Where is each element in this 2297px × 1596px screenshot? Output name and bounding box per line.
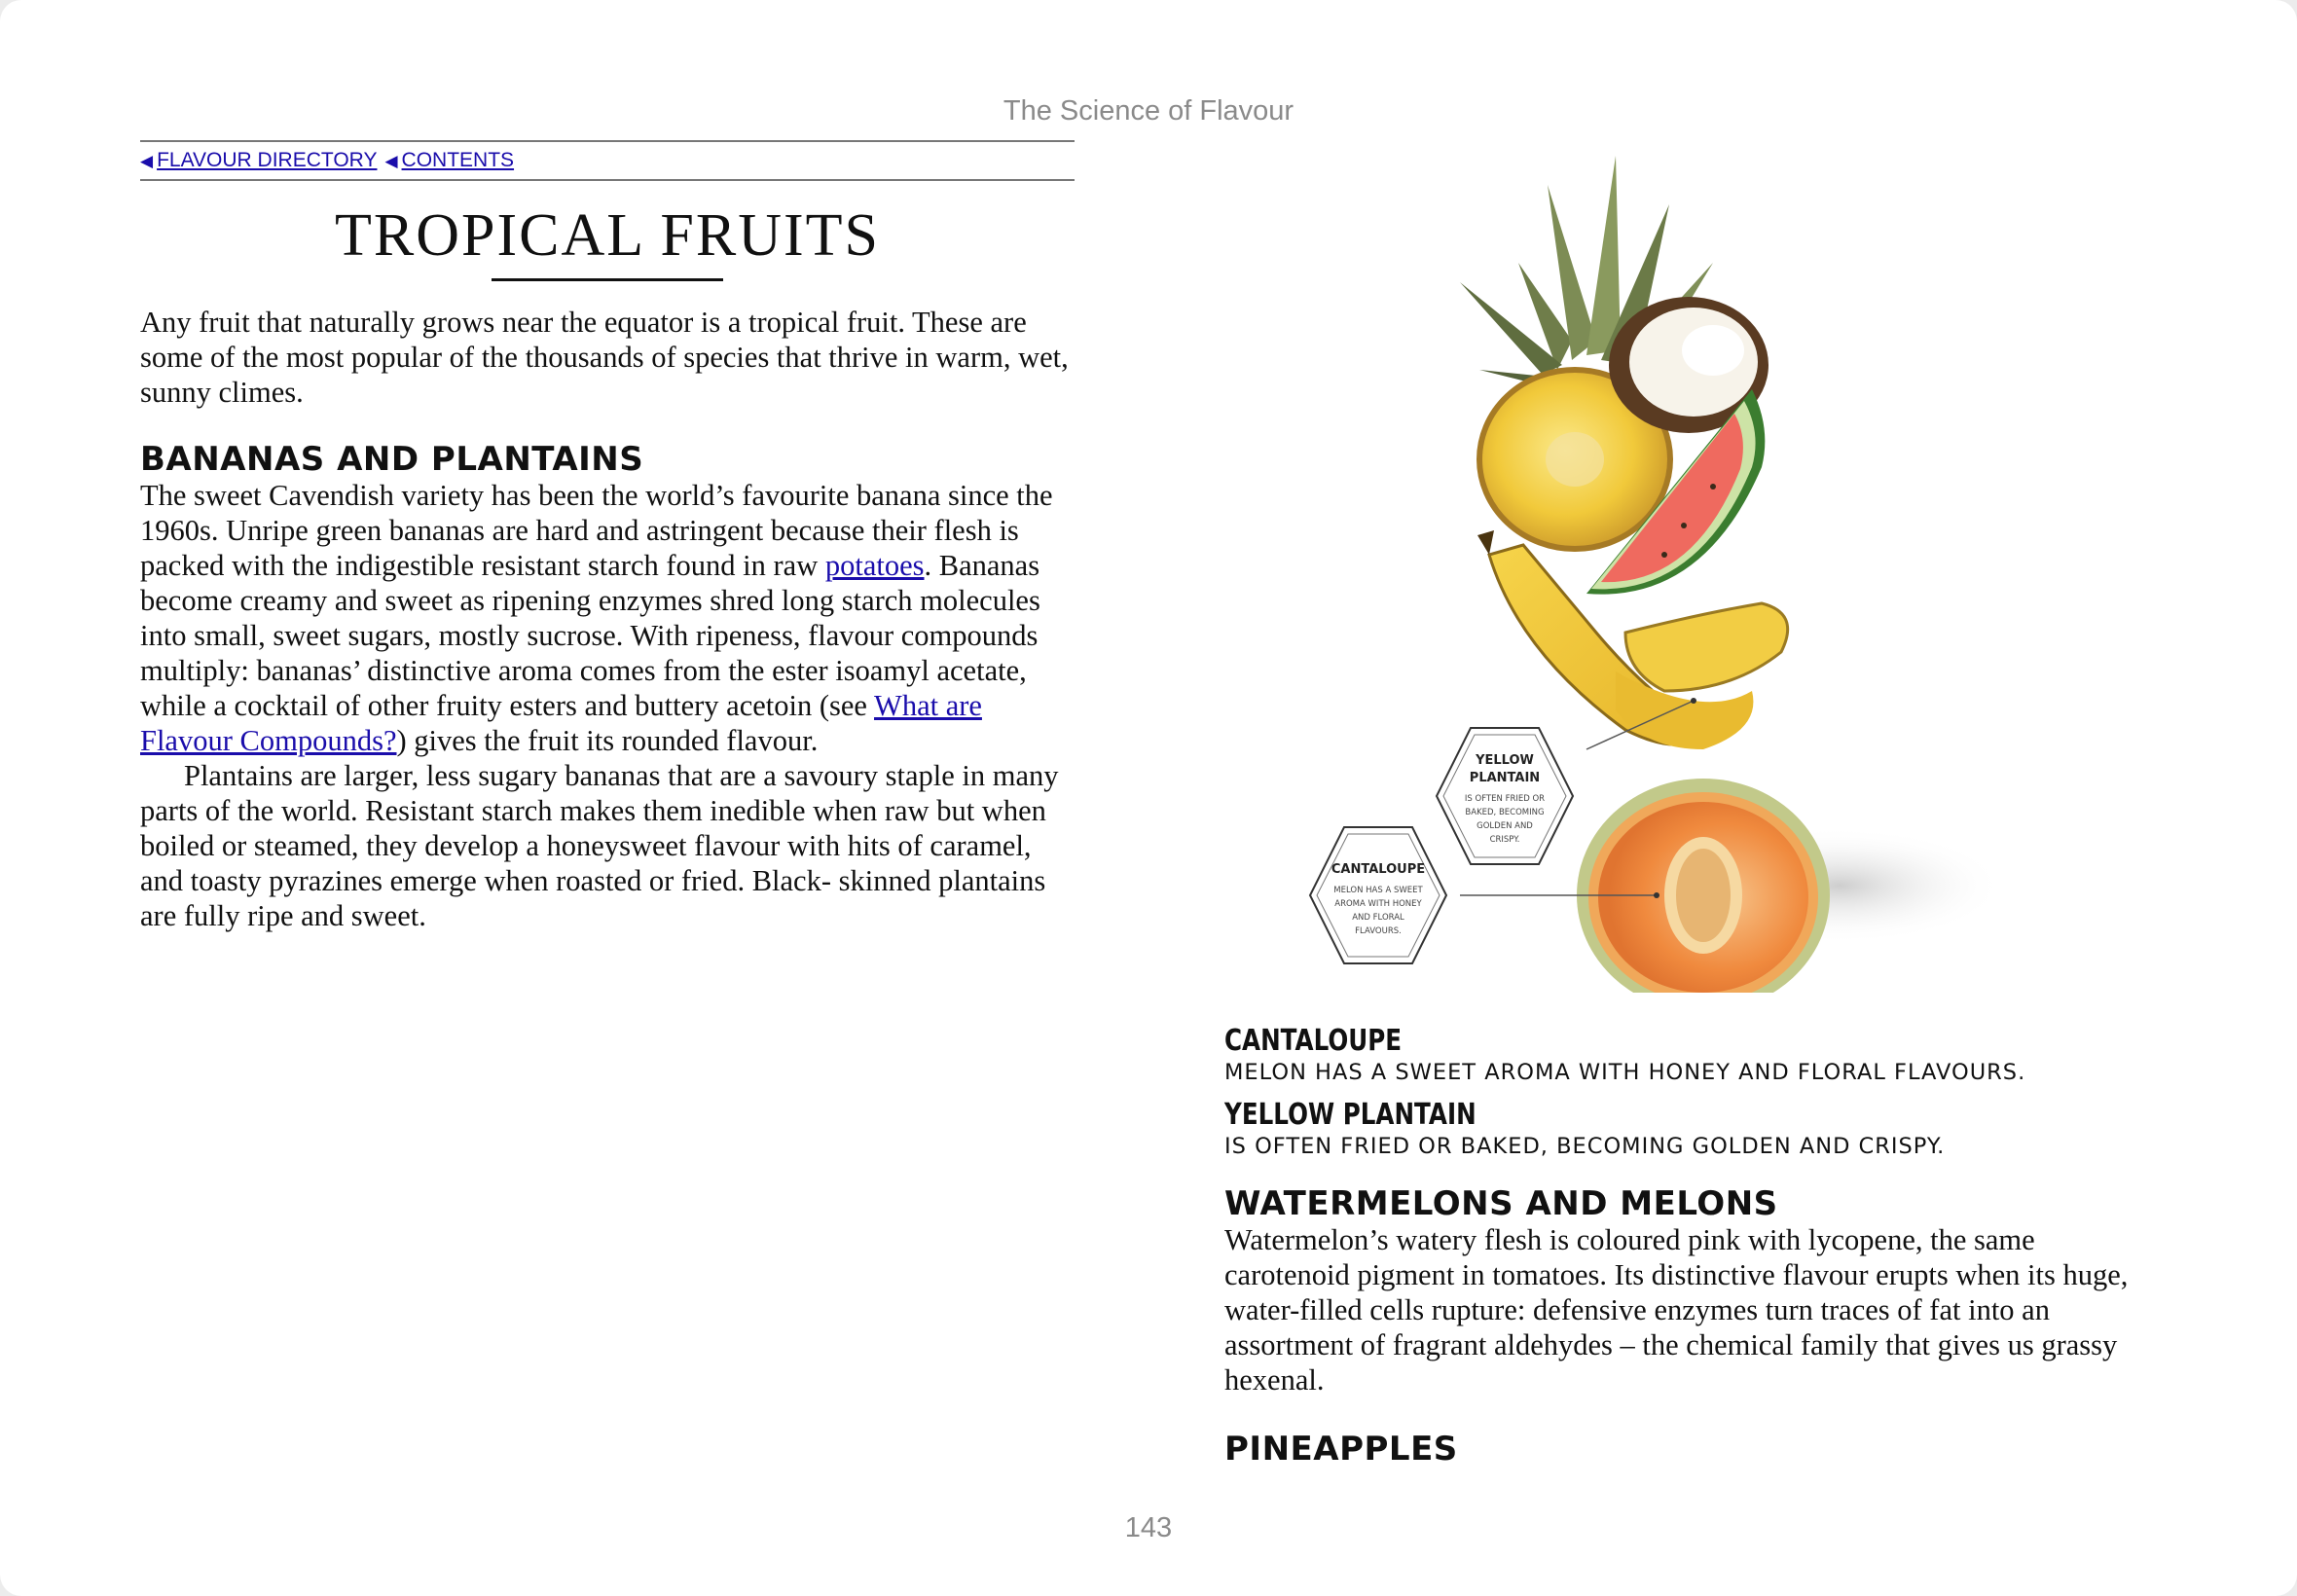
cantaloupe-label-title: CANTALOUPE bbox=[1331, 862, 1426, 877]
fruit-stack-svg bbox=[1294, 146, 2073, 993]
nav-breadcrumb bbox=[140, 140, 1075, 181]
fruit-stack-illustration bbox=[1294, 146, 2073, 993]
right-column bbox=[1224, 1024, 2159, 1468]
left-column bbox=[140, 140, 1075, 933]
cantaloupe-label-text: MELON HAS A SWEET bbox=[1333, 886, 1423, 895]
cantaloupe-hexagon-label bbox=[1310, 827, 1446, 963]
cantaloupe-label-text: AND FLORAL bbox=[1352, 913, 1404, 923]
back-triangle-icon: ◀ bbox=[384, 152, 398, 170]
running-head: The Science of Flavour bbox=[1003, 95, 1294, 127]
potatoes-link[interactable]: potatoes bbox=[824, 549, 925, 582]
cantaloupe-icon bbox=[1577, 779, 1830, 993]
caption-cantaloupe-text: MELON HAS A SWEET AROMA WITH HONEY AND FLORAL FLAVOURS. bbox=[1224, 1060, 2026, 1085]
title-underline bbox=[492, 278, 723, 281]
watermelons-paragraph: Watermelon’s watery flesh is coloured pink with lycopene, the same carotenoid pigment in tomatoes. Its distinctive flavour erupts when its huge, water-filled cells rupture: defensive enzymes turn traces of fat into an assortment of fragrant aldehydes – the chemical family that gives us grassy hexenal. bbox=[1224, 1223, 2129, 1396]
section-heading-bananas: BANANAS AND PLANTAINS bbox=[140, 440, 644, 479]
bananas-text: The sweet Cavendish variety has been the world’s favourite banana since the 1960s. Unripe green bananas are hard and astringent because their flesh is packed with the indigestible resistant starch found in raw bbox=[140, 479, 1053, 582]
plantain-label-text: IS OFTEN FRIED OR bbox=[1464, 794, 1546, 804]
chapter-title: TROPICAL FRUITS bbox=[335, 202, 880, 269]
plantain-label-text: GOLDEN AND bbox=[1477, 821, 1533, 831]
page-number: 143 bbox=[1124, 1512, 1173, 1543]
cantaloupe-label-text: AROMA WITH HONEY bbox=[1334, 899, 1422, 909]
cantaloupe-label-text: FLAVOURS. bbox=[1355, 926, 1402, 936]
flavour-directory-link[interactable]: FLAVOUR DIRECTORY bbox=[157, 149, 378, 171]
flavour-compounds-link[interactable]: What are Flavour Compounds? bbox=[140, 689, 982, 757]
back-triangle-icon: ◀ bbox=[140, 152, 154, 170]
plantain-label-text: BAKED, BECOMING bbox=[1465, 808, 1545, 817]
bananas-text: ) gives the fruit its rounded flavour. bbox=[396, 724, 819, 757]
bananas-paragraph-1 bbox=[140, 478, 1075, 758]
bananas-paragraph-2: Plantains are larger, less sugary bananas that are a savoury staple in many parts of the world. Resistant starch makes them inedible when raw but when boiled or steamed, they develop a honeysweet flavour with hits of caramel, and toasty pyrazines emerge when roasted or fried. Black- skinned plantains are fully ripe and sweet. bbox=[140, 759, 1059, 932]
plantain-label-title: YELLOW bbox=[1476, 753, 1534, 768]
caption-cantaloupe-title: CANTALOUPE bbox=[1224, 1024, 1403, 1058]
contents-link[interactable]: CONTENTS bbox=[401, 149, 515, 171]
plantain-label-title: PLANTAIN bbox=[1469, 771, 1541, 785]
intro-paragraph: Any fruit that naturally grows near the equator is a tropical fruit. These are some of the most popular of the thousands of species that thrive in warm, wet, sunny climes. bbox=[140, 306, 1069, 409]
section-heading-pineapples: PINEAPPLES bbox=[1224, 1430, 1458, 1469]
caption-plantain-title: YELLOW PLANTAIN bbox=[1224, 1098, 1477, 1132]
caption-plantain-text: IS OFTEN FRIED OR BAKED, BECOMING GOLDEN AND CRISPY. bbox=[1224, 1134, 1946, 1159]
yellow-plantain-hexagon-label bbox=[1437, 728, 1573, 864]
plantain-label-text: CRISPY. bbox=[1489, 835, 1520, 845]
section-heading-watermelons: WATERMELONS AND MELONS bbox=[1224, 1184, 1778, 1223]
bananas-text: . Bananas become creamy and sweet as ripening enzymes shred long starch molecules into small, sweet sugars, mostly sucrose. With ripeness, flavour compounds multiply: bananas’ distinctive aroma comes from the ester isoamyl acetate, while a cocktail of other fruity esters and buttery acetoin (see bbox=[140, 549, 1040, 722]
